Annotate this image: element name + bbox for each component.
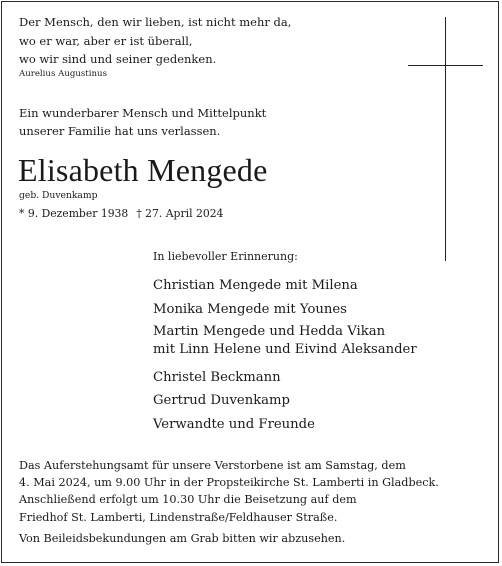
mourners-list [153, 274, 417, 437]
intro-line: Ein wunderbarer Mensch und Mittelpunkt [19, 106, 267, 120]
mourner-entry: Monika Mengede mit Younes [153, 301, 347, 317]
service-line: Anschließend erfolgt um 10.30 Uhr die Beisetzung auf dem [19, 493, 357, 507]
intro-text [19, 104, 266, 140]
intro-line: unserer Familie hat uns verlassen. [19, 124, 221, 138]
cross-horizontal-bar [408, 65, 483, 66]
mourner-entry: Christian Mengede mit Milena [153, 278, 358, 293]
life-dates [19, 207, 223, 220]
death-date: † 27. April 2024 [136, 207, 224, 220]
mourner-entry: Gertrud Duvenkamp [153, 393, 290, 409]
quote-line: wo wir sind und seiner gedenken. [19, 52, 217, 66]
cross-vertical-bar [445, 17, 446, 261]
mourner-entry: Martin Mengede und Hedda Vikan [153, 323, 386, 339]
mourners-heading: In liebevoller Erinnerung: [153, 250, 298, 263]
quote-line: wo er war, aber er ist überall, [19, 33, 193, 48]
mourner-entry: Verwandte und Freunde [153, 417, 315, 433]
quote [19, 13, 291, 69]
closing-note: Von Beileidsbekundungen am Grab bitten wir abzusehen. [19, 532, 346, 545]
service-line: Das Auferstehungsamt für unsere Verstorbene ist am Samstag, dem [19, 459, 406, 472]
quote-author: Aurelius Augustinus [19, 69, 107, 79]
service-line: 4. Mai 2024, um 9.00 Uhr in der Propsteikirche St. Lamberti in Gladbeck. [19, 476, 439, 490]
service-info [19, 457, 439, 526]
mourner-entry-continued: mit Linn Helene und Eivind Aleksander [153, 341, 417, 357]
mourner-entry: Christel Beckmann [153, 369, 281, 385]
service-line: Friedhof St. Lamberti, Lindenstraße/Feldhauser Straße. [19, 510, 338, 524]
birth-name: geb. Duvenkamp [19, 190, 98, 201]
quote-line: Der Mensch, den wir lieben, ist nicht mehr da, [19, 15, 292, 29]
birth-date: * 9. Dezember 1938 [19, 207, 129, 220]
deceased-name: Elisabeth Mengede [18, 152, 268, 188]
